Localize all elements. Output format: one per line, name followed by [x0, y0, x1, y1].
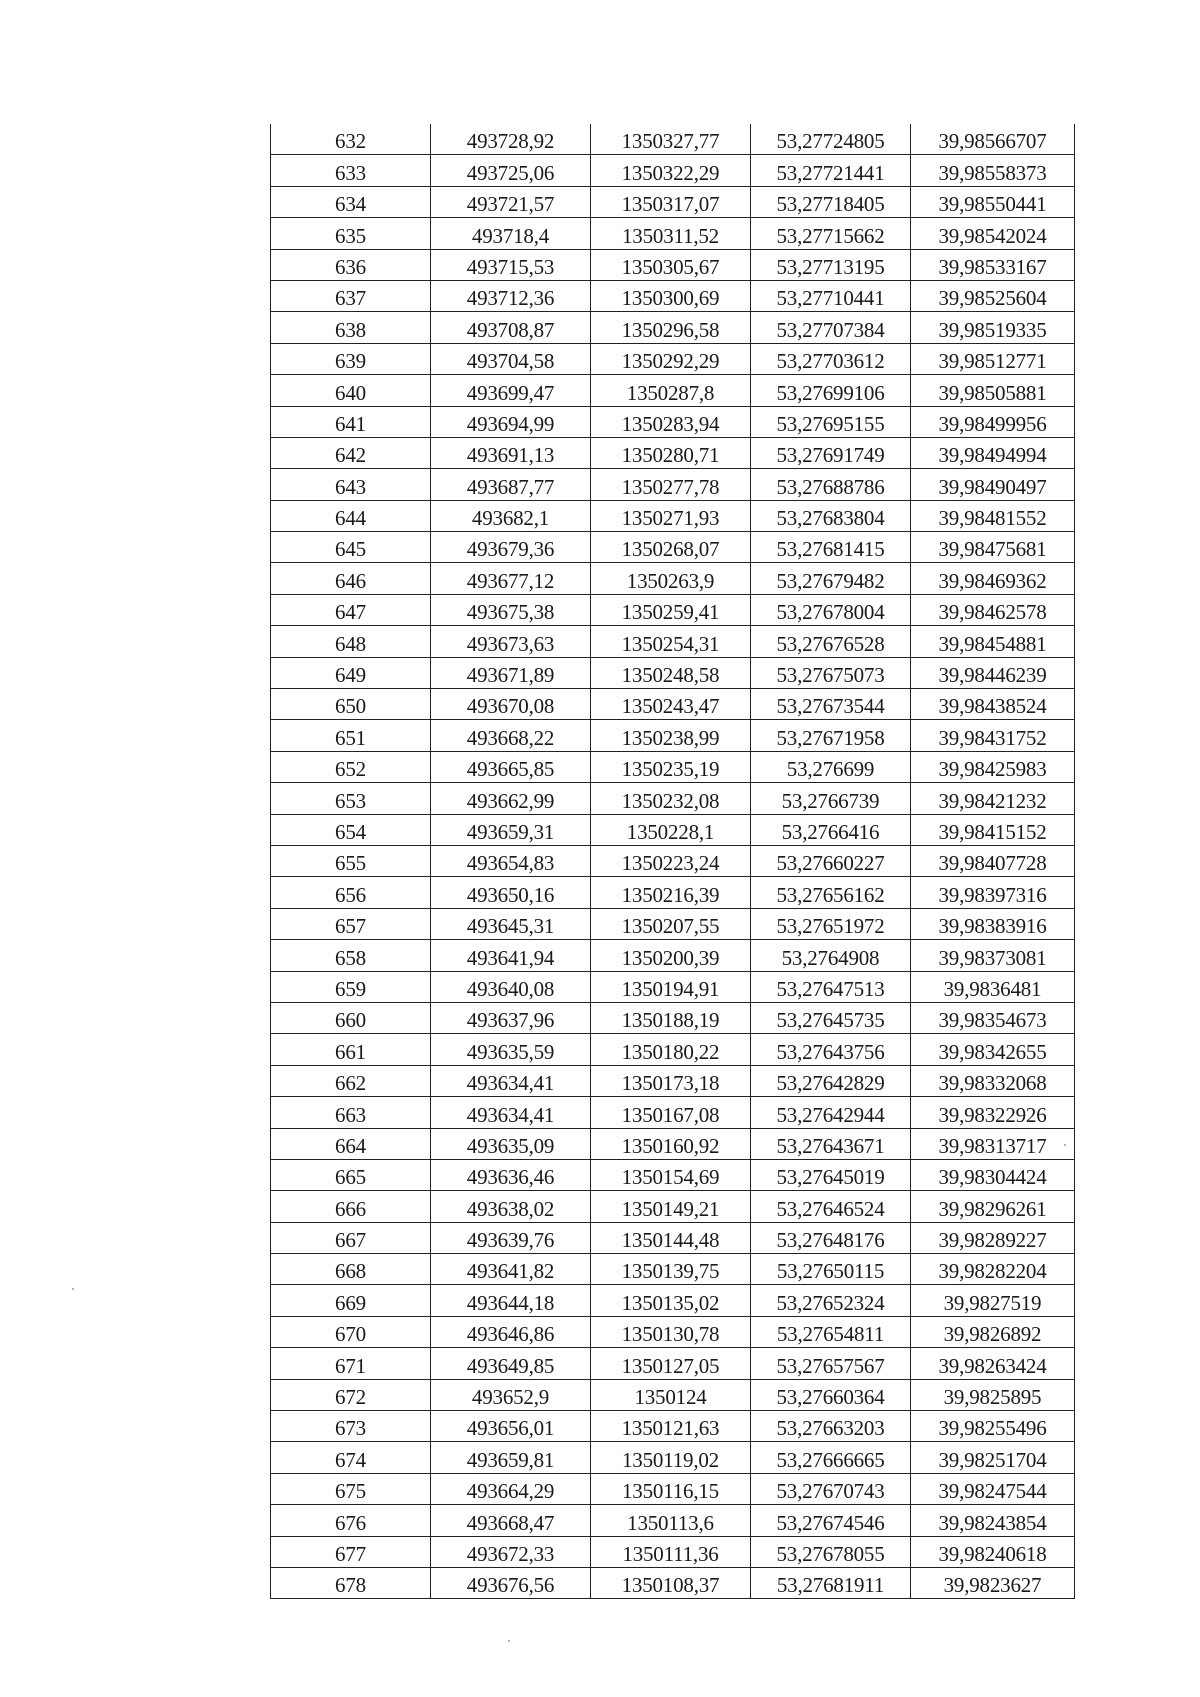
table-row — [271, 563, 1075, 594]
x-coordinate-cell: 493659,31 — [431, 814, 591, 845]
table-row — [271, 375, 1075, 406]
y-coordinate-cell: 1350121,63 — [591, 1411, 751, 1442]
x-coordinate-cell: 493646,86 — [431, 1316, 591, 1347]
y-coordinate-cell: 1350180,22 — [591, 1034, 751, 1065]
y-coordinate-cell: 1350243,47 — [591, 689, 751, 720]
x-coordinate-cell: 493682,1 — [431, 500, 591, 531]
point-number-cell: 668 — [271, 1254, 431, 1285]
latitude-cell: 53,27674546 — [751, 1505, 911, 1536]
longitude-cell: 39,98499956 — [911, 406, 1075, 437]
longitude-cell: 39,98490497 — [911, 469, 1075, 500]
table-row — [271, 1034, 1075, 1065]
point-number-cell: 659 — [271, 971, 431, 1002]
latitude-cell: 53,27681911 — [751, 1567, 911, 1598]
table-row — [271, 1316, 1075, 1347]
y-coordinate-cell: 1350287,8 — [591, 375, 751, 406]
y-coordinate-cell: 1350194,91 — [591, 971, 751, 1002]
table-row — [271, 1442, 1075, 1473]
latitude-cell: 53,27715662 — [751, 218, 911, 249]
longitude-cell: 39,98462578 — [911, 594, 1075, 625]
latitude-cell: 53,27671958 — [751, 720, 911, 751]
latitude-cell: 53,27678055 — [751, 1536, 911, 1567]
latitude-cell: 53,2766416 — [751, 814, 911, 845]
longitude-cell: 39,98397316 — [911, 877, 1075, 908]
table-row — [271, 469, 1075, 500]
longitude-cell: 39,98255496 — [911, 1411, 1075, 1442]
longitude-cell: 39,98550441 — [911, 186, 1075, 217]
x-coordinate-cell: 493694,99 — [431, 406, 591, 437]
latitude-cell: 53,27695155 — [751, 406, 911, 437]
point-number-cell: 636 — [271, 249, 431, 280]
table-row — [271, 186, 1075, 217]
x-coordinate-cell: 493679,36 — [431, 532, 591, 563]
y-coordinate-cell: 1350188,19 — [591, 1002, 751, 1033]
longitude-cell: 39,98243854 — [911, 1505, 1075, 1536]
longitude-cell: 39,98475681 — [911, 532, 1075, 563]
point-number-cell: 677 — [271, 1536, 431, 1567]
x-coordinate-cell: 493670,08 — [431, 689, 591, 720]
table-row — [271, 406, 1075, 437]
longitude-cell: 39,98512771 — [911, 343, 1075, 374]
longitude-cell: 39,98247544 — [911, 1473, 1075, 1504]
x-coordinate-cell: 493656,01 — [431, 1411, 591, 1442]
longitude-cell: 39,98282204 — [911, 1254, 1075, 1285]
x-coordinate-cell: 493687,77 — [431, 469, 591, 500]
point-number-cell: 642 — [271, 437, 431, 468]
longitude-cell: 39,98407728 — [911, 845, 1075, 876]
table-row — [271, 626, 1075, 657]
longitude-cell: 39,9826892 — [911, 1316, 1075, 1347]
latitude-cell: 53,2764908 — [751, 940, 911, 971]
y-coordinate-cell: 1350259,41 — [591, 594, 751, 625]
latitude-cell: 53,27660227 — [751, 845, 911, 876]
x-coordinate-cell: 493691,13 — [431, 437, 591, 468]
y-coordinate-cell: 1350292,29 — [591, 343, 751, 374]
latitude-cell: 53,27713195 — [751, 249, 911, 280]
y-coordinate-cell: 1350113,6 — [591, 1505, 751, 1536]
longitude-cell: 39,9825895 — [911, 1379, 1075, 1410]
longitude-cell: 39,98525604 — [911, 280, 1075, 311]
point-number-cell: 644 — [271, 500, 431, 531]
point-number-cell: 637 — [271, 280, 431, 311]
point-number-cell: 657 — [271, 908, 431, 939]
latitude-cell: 53,27666665 — [751, 1442, 911, 1473]
point-number-cell: 655 — [271, 845, 431, 876]
point-number-cell: 651 — [271, 720, 431, 751]
y-coordinate-cell: 1350200,39 — [591, 940, 751, 971]
point-number-cell: 656 — [271, 877, 431, 908]
table-row — [271, 1285, 1075, 1316]
point-number-cell: 658 — [271, 940, 431, 971]
y-coordinate-cell: 1350130,78 — [591, 1316, 751, 1347]
table-row — [271, 500, 1075, 531]
y-coordinate-cell: 1350296,58 — [591, 312, 751, 343]
x-coordinate-cell: 493645,31 — [431, 908, 591, 939]
y-coordinate-cell: 1350111,36 — [591, 1536, 751, 1567]
y-coordinate-cell: 1350277,78 — [591, 469, 751, 500]
x-coordinate-cell: 493699,47 — [431, 375, 591, 406]
point-number-cell: 645 — [271, 532, 431, 563]
x-coordinate-cell: 493672,33 — [431, 1536, 591, 1567]
table-row — [271, 657, 1075, 688]
y-coordinate-cell: 1350119,02 — [591, 1442, 751, 1473]
x-coordinate-cell: 493634,41 — [431, 1097, 591, 1128]
latitude-cell: 53,27654811 — [751, 1316, 911, 1347]
point-number-cell: 674 — [271, 1442, 431, 1473]
longitude-cell: 39,9827519 — [911, 1285, 1075, 1316]
point-number-cell: 670 — [271, 1316, 431, 1347]
x-coordinate-cell: 493650,16 — [431, 877, 591, 908]
table-row — [271, 1536, 1075, 1567]
latitude-cell: 53,27646524 — [751, 1191, 911, 1222]
point-number-cell: 650 — [271, 689, 431, 720]
latitude-cell: 53,27678004 — [751, 594, 911, 625]
table-row — [271, 1159, 1075, 1190]
longitude-cell: 39,98240618 — [911, 1536, 1075, 1567]
y-coordinate-cell: 1350223,24 — [591, 845, 751, 876]
longitude-cell: 39,98342655 — [911, 1034, 1075, 1065]
y-coordinate-cell: 1350280,71 — [591, 437, 751, 468]
y-coordinate-cell: 1350124 — [591, 1379, 751, 1410]
point-number-cell: 673 — [271, 1411, 431, 1442]
longitude-cell: 39,98425983 — [911, 751, 1075, 782]
y-coordinate-cell: 1350216,39 — [591, 877, 751, 908]
y-coordinate-cell: 1350167,08 — [591, 1097, 751, 1128]
latitude-cell: 53,27699106 — [751, 375, 911, 406]
longitude-cell: 39,98263424 — [911, 1348, 1075, 1379]
latitude-cell: 53,27652324 — [751, 1285, 911, 1316]
table-row — [271, 1097, 1075, 1128]
y-coordinate-cell: 1350228,1 — [591, 814, 751, 845]
point-number-cell: 675 — [271, 1473, 431, 1504]
x-coordinate-cell: 493641,94 — [431, 940, 591, 971]
latitude-cell: 53,27663203 — [751, 1411, 911, 1442]
latitude-cell: 53,276699 — [751, 751, 911, 782]
y-coordinate-cell: 1350248,58 — [591, 657, 751, 688]
longitude-cell: 39,98519335 — [911, 312, 1075, 343]
table-row — [271, 1567, 1075, 1598]
longitude-cell: 39,98494994 — [911, 437, 1075, 468]
scan-speck — [508, 1640, 510, 1642]
y-coordinate-cell: 1350271,93 — [591, 500, 751, 531]
y-coordinate-cell: 1350283,94 — [591, 406, 751, 437]
table-row — [271, 1254, 1075, 1285]
x-coordinate-cell: 493675,38 — [431, 594, 591, 625]
point-number-cell: 678 — [271, 1567, 431, 1598]
latitude-cell: 53,27642829 — [751, 1065, 911, 1096]
longitude-cell: 39,98558373 — [911, 155, 1075, 186]
point-number-cell: 640 — [271, 375, 431, 406]
point-number-cell: 672 — [271, 1379, 431, 1410]
y-coordinate-cell: 1350108,37 — [591, 1567, 751, 1598]
longitude-cell: 39,98289227 — [911, 1222, 1075, 1253]
table-row — [271, 751, 1075, 782]
scan-speck — [1064, 1144, 1066, 1146]
longitude-cell: 39,98431752 — [911, 720, 1075, 751]
scan-speck — [72, 1288, 74, 1290]
table-row — [271, 720, 1075, 751]
table-row — [271, 532, 1075, 563]
y-coordinate-cell: 1350154,69 — [591, 1159, 751, 1190]
x-coordinate-cell: 493637,96 — [431, 1002, 591, 1033]
latitude-cell: 53,27670743 — [751, 1473, 911, 1504]
point-number-cell: 671 — [271, 1348, 431, 1379]
table-row — [271, 1002, 1075, 1033]
latitude-cell: 53,27718405 — [751, 186, 911, 217]
latitude-cell: 53,27643671 — [751, 1128, 911, 1159]
x-coordinate-cell: 493639,76 — [431, 1222, 591, 1253]
y-coordinate-cell: 1350116,15 — [591, 1473, 751, 1504]
table-row — [271, 343, 1075, 374]
longitude-cell: 39,98313717 — [911, 1128, 1075, 1159]
y-coordinate-cell: 1350144,48 — [591, 1222, 751, 1253]
latitude-cell: 53,27647513 — [751, 971, 911, 1002]
table-row — [271, 249, 1075, 280]
latitude-cell: 53,27642944 — [751, 1097, 911, 1128]
y-coordinate-cell: 1350300,69 — [591, 280, 751, 311]
longitude-cell: 39,98446239 — [911, 657, 1075, 688]
point-number-cell: 635 — [271, 218, 431, 249]
longitude-cell: 39,98481552 — [911, 500, 1075, 531]
longitude-cell: 39,98542024 — [911, 218, 1075, 249]
point-number-cell: 649 — [271, 657, 431, 688]
y-coordinate-cell: 1350327,77 — [591, 124, 751, 155]
y-coordinate-cell: 1350173,18 — [591, 1065, 751, 1096]
x-coordinate-cell: 493708,87 — [431, 312, 591, 343]
table-row — [271, 280, 1075, 311]
x-coordinate-cell: 493649,85 — [431, 1348, 591, 1379]
point-number-cell: 661 — [271, 1034, 431, 1065]
latitude-cell: 53,27721441 — [751, 155, 911, 186]
latitude-cell: 53,27683804 — [751, 500, 911, 531]
point-number-cell: 667 — [271, 1222, 431, 1253]
point-number-cell: 664 — [271, 1128, 431, 1159]
y-coordinate-cell: 1350322,29 — [591, 155, 751, 186]
y-coordinate-cell: 1350127,05 — [591, 1348, 751, 1379]
point-number-cell: 653 — [271, 783, 431, 814]
point-number-cell: 638 — [271, 312, 431, 343]
y-coordinate-cell: 1350268,07 — [591, 532, 751, 563]
point-number-cell: 647 — [271, 594, 431, 625]
y-coordinate-cell: 1350238,99 — [591, 720, 751, 751]
x-coordinate-cell: 493712,36 — [431, 280, 591, 311]
latitude-cell: 53,27645735 — [751, 1002, 911, 1033]
longitude-cell: 39,98251704 — [911, 1442, 1075, 1473]
point-number-cell: 646 — [271, 563, 431, 594]
latitude-cell: 53,27710441 — [751, 280, 911, 311]
x-coordinate-cell: 493635,59 — [431, 1034, 591, 1065]
latitude-cell: 53,27657567 — [751, 1348, 911, 1379]
point-number-cell: 632 — [271, 124, 431, 155]
table-row — [271, 594, 1075, 625]
table-row — [271, 971, 1075, 1002]
table-row — [271, 1128, 1075, 1159]
point-number-cell: 676 — [271, 1505, 431, 1536]
point-number-cell: 641 — [271, 406, 431, 437]
x-coordinate-cell: 493673,63 — [431, 626, 591, 657]
x-coordinate-cell: 493635,09 — [431, 1128, 591, 1159]
point-number-cell: 643 — [271, 469, 431, 500]
table-row — [271, 908, 1075, 939]
x-coordinate-cell: 493638,02 — [431, 1191, 591, 1222]
y-coordinate-cell: 1350254,31 — [591, 626, 751, 657]
point-number-cell: 652 — [271, 751, 431, 782]
y-coordinate-cell: 1350311,52 — [591, 218, 751, 249]
longitude-cell: 39,98296261 — [911, 1191, 1075, 1222]
latitude-cell: 53,27679482 — [751, 563, 911, 594]
longitude-cell: 39,98383916 — [911, 908, 1075, 939]
table-row — [271, 845, 1075, 876]
longitude-cell: 39,98332068 — [911, 1065, 1075, 1096]
x-coordinate-cell: 493640,08 — [431, 971, 591, 1002]
table-row — [271, 1348, 1075, 1379]
latitude-cell: 53,27707384 — [751, 312, 911, 343]
coordinates-table-body — [271, 124, 1075, 1599]
point-number-cell: 639 — [271, 343, 431, 374]
point-number-cell: 634 — [271, 186, 431, 217]
latitude-cell: 53,27676528 — [751, 626, 911, 657]
longitude-cell: 39,98415152 — [911, 814, 1075, 845]
x-coordinate-cell: 493725,06 — [431, 155, 591, 186]
x-coordinate-cell: 493715,53 — [431, 249, 591, 280]
table-row — [271, 1379, 1075, 1410]
point-number-cell: 663 — [271, 1097, 431, 1128]
x-coordinate-cell: 493641,82 — [431, 1254, 591, 1285]
x-coordinate-cell: 493668,22 — [431, 720, 591, 751]
point-number-cell: 666 — [271, 1191, 431, 1222]
x-coordinate-cell: 493677,12 — [431, 563, 591, 594]
table-row — [271, 312, 1075, 343]
latitude-cell: 53,27675073 — [751, 657, 911, 688]
longitude-cell: 39,9823627 — [911, 1567, 1075, 1598]
x-coordinate-cell: 493652,9 — [431, 1379, 591, 1410]
x-coordinate-cell: 493704,58 — [431, 343, 591, 374]
x-coordinate-cell: 493718,4 — [431, 218, 591, 249]
point-number-cell: 660 — [271, 1002, 431, 1033]
y-coordinate-cell: 1350317,07 — [591, 186, 751, 217]
table-row — [271, 155, 1075, 186]
latitude-cell: 53,27650115 — [751, 1254, 911, 1285]
y-coordinate-cell: 1350235,19 — [591, 751, 751, 782]
longitude-cell: 39,98533167 — [911, 249, 1075, 280]
point-number-cell: 648 — [271, 626, 431, 657]
latitude-cell: 53,27703612 — [751, 343, 911, 374]
table-row — [271, 1473, 1075, 1504]
y-coordinate-cell: 1350139,75 — [591, 1254, 751, 1285]
point-number-cell: 665 — [271, 1159, 431, 1190]
table-row — [271, 689, 1075, 720]
longitude-cell: 39,98454881 — [911, 626, 1075, 657]
y-coordinate-cell: 1350305,67 — [591, 249, 751, 280]
x-coordinate-cell: 493659,81 — [431, 1442, 591, 1473]
x-coordinate-cell: 493644,18 — [431, 1285, 591, 1316]
y-coordinate-cell: 1350207,55 — [591, 908, 751, 939]
longitude-cell: 39,98322926 — [911, 1097, 1075, 1128]
latitude-cell: 53,27724805 — [751, 124, 911, 155]
table-row — [271, 1191, 1075, 1222]
table-row — [271, 1065, 1075, 1096]
latitude-cell: 53,27673544 — [751, 689, 911, 720]
latitude-cell: 53,27645019 — [751, 1159, 911, 1190]
longitude-cell: 39,98304424 — [911, 1159, 1075, 1190]
latitude-cell: 53,27688786 — [751, 469, 911, 500]
table-row — [271, 1505, 1075, 1536]
latitude-cell: 53,27691749 — [751, 437, 911, 468]
latitude-cell: 53,27656162 — [751, 877, 911, 908]
x-coordinate-cell: 493634,41 — [431, 1065, 591, 1096]
longitude-cell: 39,98421232 — [911, 783, 1075, 814]
x-coordinate-cell: 493636,46 — [431, 1159, 591, 1190]
x-coordinate-cell: 493662,99 — [431, 783, 591, 814]
table-row — [271, 783, 1075, 814]
point-number-cell: 662 — [271, 1065, 431, 1096]
table-row — [271, 814, 1075, 845]
coordinates-table — [270, 124, 1075, 1599]
table-row — [271, 877, 1075, 908]
table-row — [271, 940, 1075, 971]
x-coordinate-cell: 493671,89 — [431, 657, 591, 688]
table-row — [271, 1222, 1075, 1253]
latitude-cell: 53,27651972 — [751, 908, 911, 939]
y-coordinate-cell: 1350232,08 — [591, 783, 751, 814]
table-row — [271, 124, 1075, 155]
point-number-cell: 669 — [271, 1285, 431, 1316]
y-coordinate-cell: 1350160,92 — [591, 1128, 751, 1159]
table-row — [271, 1411, 1075, 1442]
longitude-cell: 39,98438524 — [911, 689, 1075, 720]
longitude-cell: 39,98354673 — [911, 1002, 1075, 1033]
latitude-cell: 53,27648176 — [751, 1222, 911, 1253]
y-coordinate-cell: 1350263,9 — [591, 563, 751, 594]
longitude-cell: 39,9836481 — [911, 971, 1075, 1002]
latitude-cell: 53,27660364 — [751, 1379, 911, 1410]
latitude-cell: 53,27681415 — [751, 532, 911, 563]
x-coordinate-cell: 493676,56 — [431, 1567, 591, 1598]
latitude-cell: 53,27643756 — [751, 1034, 911, 1065]
x-coordinate-cell: 493728,92 — [431, 124, 591, 155]
table-row — [271, 218, 1075, 249]
x-coordinate-cell: 493721,57 — [431, 186, 591, 217]
latitude-cell: 53,2766739 — [751, 783, 911, 814]
longitude-cell: 39,98566707 — [911, 124, 1075, 155]
longitude-cell: 39,98373081 — [911, 940, 1075, 971]
table-row — [271, 437, 1075, 468]
x-coordinate-cell: 493665,85 — [431, 751, 591, 782]
y-coordinate-cell: 1350135,02 — [591, 1285, 751, 1316]
y-coordinate-cell: 1350149,21 — [591, 1191, 751, 1222]
x-coordinate-cell: 493664,29 — [431, 1473, 591, 1504]
point-number-cell: 654 — [271, 814, 431, 845]
longitude-cell: 39,98505881 — [911, 375, 1075, 406]
point-number-cell: 633 — [271, 155, 431, 186]
x-coordinate-cell: 493668,47 — [431, 1505, 591, 1536]
x-coordinate-cell: 493654,83 — [431, 845, 591, 876]
longitude-cell: 39,98469362 — [911, 563, 1075, 594]
